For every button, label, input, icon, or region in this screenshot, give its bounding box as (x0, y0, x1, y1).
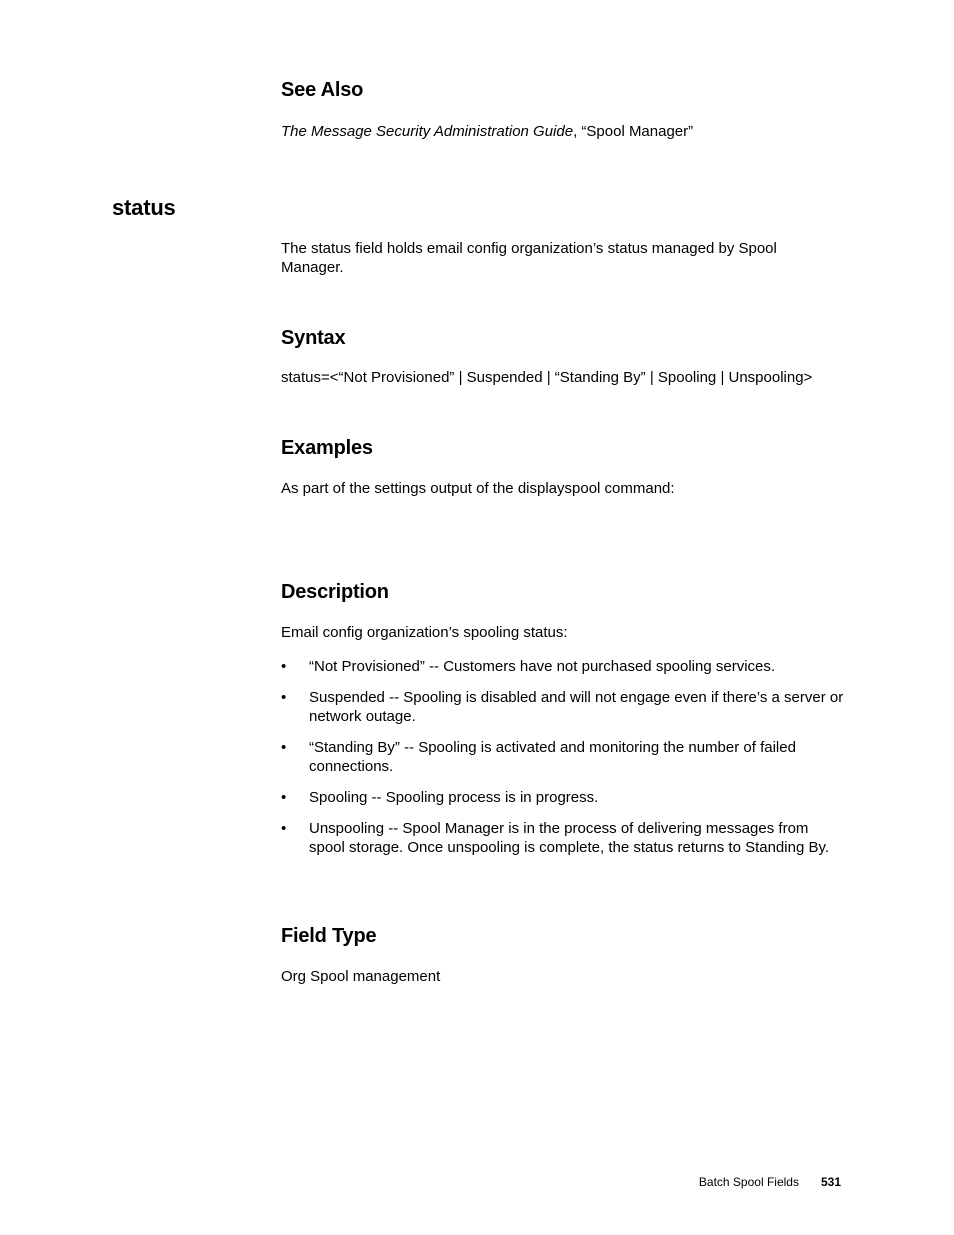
list-item (281, 819, 846, 857)
bullet-icon: • (281, 689, 287, 706)
field-name-heading: status (112, 195, 176, 220)
list-item (281, 738, 846, 776)
list-item-text: Spooling -- Spooling process is in progress. (309, 789, 599, 806)
examples-text: As part of the settings output of the displayspool command: (281, 480, 675, 497)
syntax-heading: Syntax (281, 327, 346, 349)
list-item (281, 688, 846, 726)
footer-section-title: Batch Spool Fields (698, 1175, 799, 1189)
description-heading: Description (281, 581, 389, 603)
reference-title: The Message Security Administration Guide (281, 123, 574, 140)
description-intro: Email config organization’s spooling status: (281, 624, 568, 641)
page-number: 531 (820, 1175, 841, 1189)
list-item (281, 657, 846, 676)
reference-suffix: , “Spool Manager” (573, 123, 694, 140)
list-item-text: Suspended -- Spooling is disabled and will not engage even if there’s a server or network outage. (309, 689, 844, 725)
page-footer (600, 1174, 841, 1190)
list-item-text: “Not Provisioned” -- Customers have not purchased spooling services. (309, 658, 776, 675)
list-item (281, 788, 846, 807)
bullet-icon: • (281, 658, 287, 675)
see-also-reference (281, 122, 846, 141)
examples-heading: Examples (281, 437, 373, 459)
field-type-text: Org Spool management (281, 968, 441, 985)
syntax-text: status=<“Not Provisioned” | Suspended | “Standing By” | Spooling | Unspooling> (281, 369, 813, 386)
status-values-list (281, 657, 846, 869)
bullet-icon: • (281, 789, 287, 806)
bullet-icon: • (281, 739, 287, 756)
field-intro: The status field holds email config organization’s status managed by Spool Manager. (281, 240, 777, 276)
see-also-heading: See Also (281, 79, 364, 101)
list-item-text: “Standing By” -- Spooling is activated and monitoring the number of failed connections. (309, 739, 796, 775)
bullet-icon: • (281, 820, 287, 837)
list-item-text: Unspooling -- Spool Manager is in the process of delivering messages from spool storage. Once unspooling is complete, the status returns to Standing By. (309, 820, 830, 856)
field-type-heading: Field Type (281, 925, 377, 947)
